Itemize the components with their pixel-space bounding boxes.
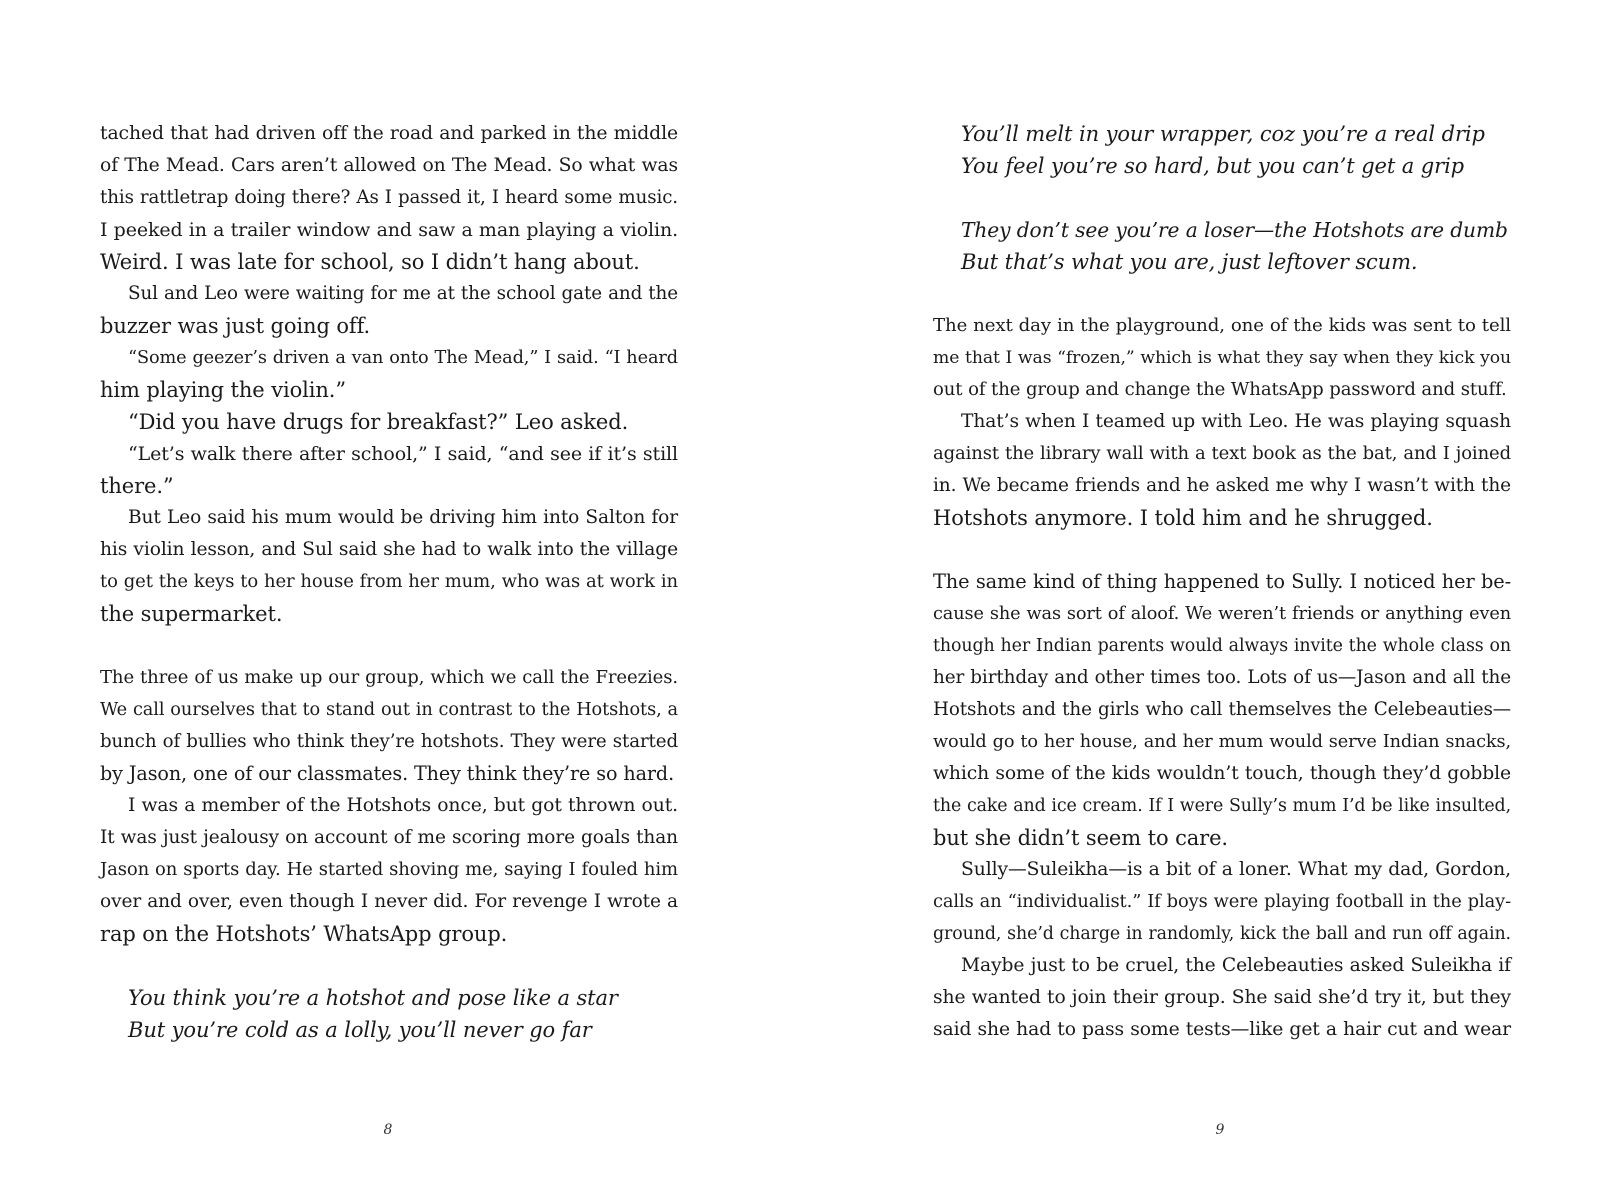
verse-break: [933, 278, 1511, 310]
text-line: It was just jealousy on account of me scoring more goals than: [100, 827, 678, 848]
verse-line: But you’re cold as a lolly, you’ll never go far: [128, 1018, 592, 1042]
section-break: [100, 630, 678, 662]
text-line: her birthday and other times too. Lots of us—Jason and all the: [933, 667, 1511, 688]
text-line: Weird. I was late for school, so I didn’t hang about.: [100, 250, 640, 274]
right-page: [933, 118, 1511, 1046]
verse-break: [100, 950, 678, 982]
text-line: she wanted to join their group. She said she’d try it, but they: [933, 987, 1511, 1008]
page-number-right: 9: [1215, 1122, 1225, 1138]
text-line: his violin lesson, and Sul said she had to walk into the village: [100, 539, 678, 560]
text-line: but she didn’t seem to care.: [933, 826, 1229, 850]
text-line: which some of the kids wouldn’t touch, though they’d gobble: [933, 763, 1511, 784]
text-line: The three of us make up our group, which we call the Freezies.: [100, 667, 678, 688]
text-line: out of the group and change the WhatsApp password and stuff.: [933, 379, 1507, 400]
text-line: Jason on sports day. He started shoving me, saying I fouled him: [100, 859, 678, 880]
text-line: I peeked in a trailer window and saw a man playing a violin.: [100, 219, 678, 241]
text-line: That’s when I teamed up with Leo. He was playing squash: [961, 411, 1511, 432]
text-line: “Did you have drugs for breakfast?” Leo asked.: [128, 410, 629, 434]
text-line: Hotshots anymore. I told him and he shrugged.: [933, 506, 1433, 530]
text-line: him playing the violin.”: [100, 378, 346, 402]
text-line: But Leo said his mum would be driving him into Salton for: [128, 507, 678, 528]
text-line: I was a member of the Hotshots once, but got thrown out.: [128, 795, 678, 816]
text-line: though her Indian parents would always invite the whole class on: [933, 636, 1511, 656]
verse-line: But that’s what you are, just leftover scum.: [961, 250, 1418, 274]
text-line: cause she was sort of aloof. We weren’t friends or anything even: [933, 604, 1511, 624]
text-line: said she had to pass some tests—like get a hair cut and wear: [933, 1019, 1511, 1040]
text-line: calls an “individualist.” If boys were playing football in the play-: [933, 891, 1511, 912]
text-line: rap on the Hotshots’ WhatsApp group.: [100, 922, 508, 946]
verse-break: [933, 182, 1511, 214]
text-line: Sully—Suleikha—is a bit of a loner. What my dad, Gordon,: [961, 859, 1511, 880]
verse-line: You think you’re a hotshot and pose like a star: [128, 986, 618, 1010]
text-line: of The Mead. Cars aren’t allowed on The Mead. So what was: [100, 155, 678, 176]
text-line: the supermarket.: [100, 602, 283, 626]
text-line: We call ourselves that to stand out in contrast to the Hotshots, a: [100, 700, 678, 720]
text-line: would go to her house, and her mum would serve Indian snacks,: [933, 732, 1511, 752]
text-line: bunch of bullies who think they’re hotshots. They were started: [100, 731, 678, 752]
text-line: buzzer was just going off.: [100, 314, 371, 338]
text-line: “Let’s walk there after school,” I said, “and see if it’s still: [128, 443, 678, 465]
text-line: in. We became friends and he asked me why I wasn’t with the: [933, 475, 1511, 496]
page-number-left: 8: [383, 1122, 393, 1138]
text-line: the cake and ice cream. If I were Sully’s mum I’d be like insulted,: [933, 796, 1511, 816]
text-line: there.”: [100, 474, 174, 498]
text-line: The same kind of thing happened to Sully. I noticed her be-: [933, 570, 1511, 593]
verse-line: They don’t see you’re a loser—the Hotshots are dumb: [961, 218, 1508, 242]
text-line: tached that had driven off the road and parked in the middle: [100, 123, 678, 144]
text-line: to get the keys to her house from her mum, who was at work in: [100, 571, 678, 592]
left-page: [100, 118, 678, 1046]
text-line: Sul and Leo were waiting for me at the school gate and the: [128, 283, 678, 304]
text-line: “Some geezer’s driven a van onto The Mead,” I said. “I heard: [128, 348, 678, 368]
text-line: The next day in the playground, one of the kids was sent to tell: [933, 315, 1511, 336]
text-line: this rattletrap doing there? As I passed it, I heard some music.: [100, 187, 678, 208]
text-line: Maybe just to be cruel, the Celebeauties asked Suleikha if: [961, 955, 1511, 976]
section-break: [933, 534, 1511, 566]
text-line: me that I was “frozen,” which is what they say when they kick you: [933, 348, 1511, 368]
verse-line: You feel you’re so hard, but you can’t get a grip: [961, 154, 1465, 178]
text-line: ground, she’d charge in randomly, kick the ball and run off again.: [933, 924, 1511, 944]
text-line: over and over, even though I never did. For revenge I wrote a: [100, 891, 678, 912]
text-line: against the library wall with a text book as the bat, and I joined: [933, 443, 1511, 464]
verse-line: You’ll melt in your wrapper, coz you’re a real drip: [961, 122, 1485, 146]
text-line: Hotshots and the girls who call themselves the Celebeauties—: [933, 699, 1511, 720]
text-line: by Jason, one of our classmates. They think they’re so hard.: [100, 762, 675, 785]
